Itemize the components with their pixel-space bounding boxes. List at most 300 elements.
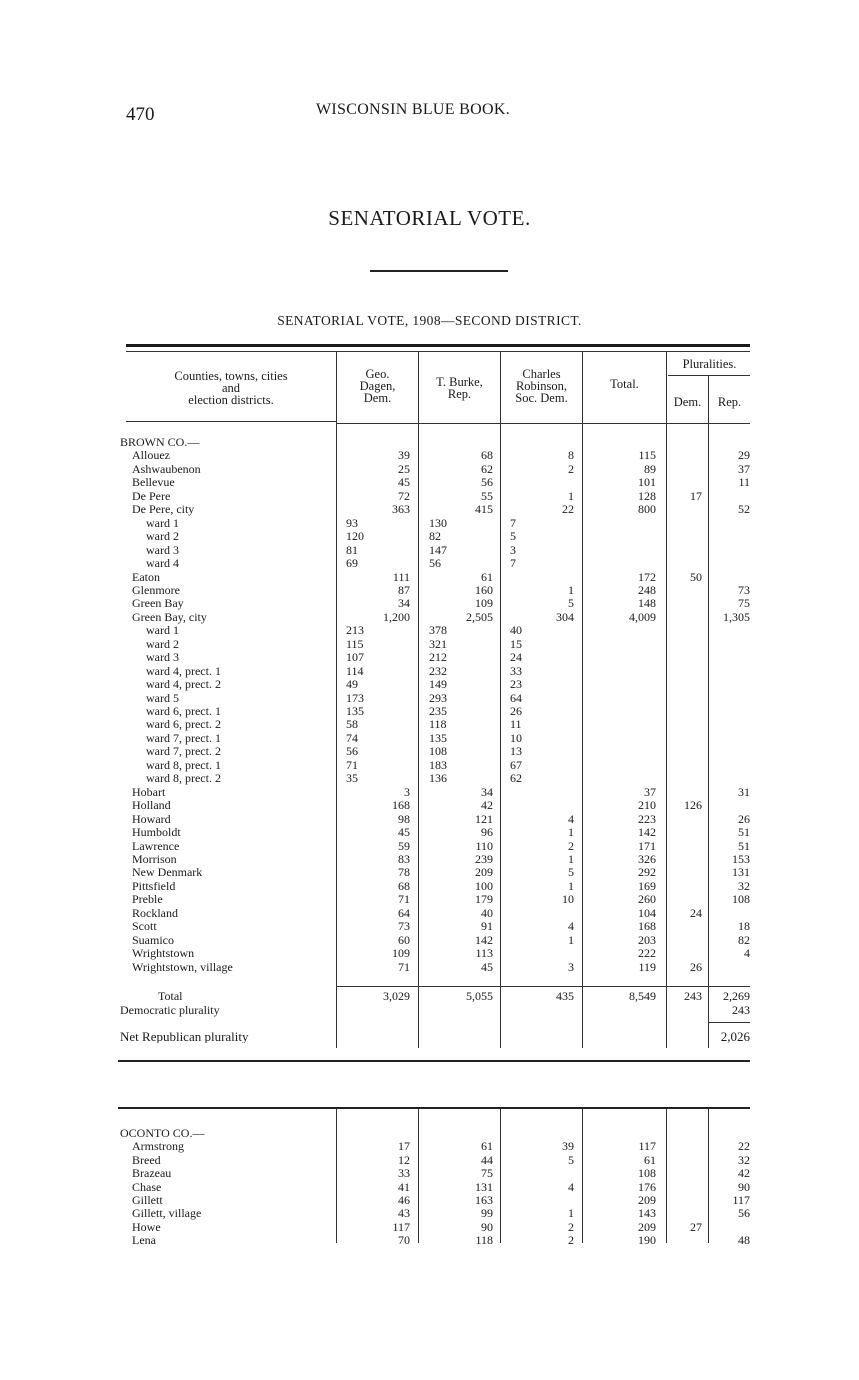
- plurality-dem-total: 243: [684, 989, 702, 1003]
- table-title: SENATORIAL VOTE, 1908—SECOND DISTRICT.: [277, 313, 582, 328]
- robinson-vote: 7: [510, 515, 516, 530]
- table-row: [0, 638, 859, 651]
- total-vote: 169: [638, 878, 656, 893]
- total-vote: 37: [644, 784, 656, 799]
- dagen-vote: 56: [346, 744, 358, 759]
- row-label: New Denmark: [132, 866, 203, 880]
- burke-vote: 45: [481, 959, 493, 974]
- plurality-rep: 90: [738, 1179, 750, 1194]
- dagen-vote: 98: [398, 811, 410, 826]
- table-row: [0, 517, 859, 530]
- plurality-dem: 17: [690, 488, 702, 503]
- dagen-vote: 114: [346, 663, 364, 678]
- row-label: ward 1: [146, 624, 179, 638]
- header-bottom-rule: [126, 421, 336, 422]
- table-row: [0, 463, 859, 476]
- burke-vote: 56: [429, 556, 441, 571]
- burke-vote: 212: [429, 650, 447, 665]
- row-label: Allouez: [132, 449, 170, 463]
- burke-vote: 235: [429, 704, 447, 718]
- table-row: [0, 947, 859, 960]
- burke-vote: 232: [429, 663, 447, 678]
- county-heading: [0, 436, 859, 449]
- table-row: [0, 1234, 859, 1247]
- row-label: Howe: [132, 1220, 161, 1234]
- burke-vote: 82: [429, 529, 441, 544]
- row-label: ward 5: [146, 691, 179, 705]
- row-label: ward 8, prect. 1: [146, 758, 221, 772]
- total-vote: 222: [638, 946, 656, 961]
- header-dagen: Geo. Dagen, Dem.: [359, 367, 396, 405]
- dagen-vote: 41: [398, 1179, 410, 1194]
- net-rep-value: 2,026: [720, 1029, 750, 1044]
- table-row: [0, 665, 859, 678]
- burke-vote: 56: [481, 475, 493, 490]
- row-label: Glenmore: [132, 583, 180, 597]
- row-label: ward 3: [146, 651, 179, 665]
- robinson-vote: 67: [510, 757, 522, 772]
- burke-vote: 99: [481, 1206, 493, 1221]
- dagen-vote: 72: [398, 488, 410, 503]
- burke-vote: 61: [481, 569, 493, 584]
- table-row: [0, 1194, 859, 1207]
- table-row: [0, 907, 859, 920]
- dagen-vote: 3: [404, 784, 410, 799]
- dagen-vote: 115: [346, 636, 364, 651]
- burke-vote: 108: [429, 744, 447, 759]
- table-row: [0, 571, 859, 584]
- row-label: ward 4, prect. 1: [146, 664, 221, 678]
- robinson-vote: 15: [510, 636, 522, 651]
- table-row: [0, 557, 859, 570]
- dagen-vote: 45: [398, 825, 410, 840]
- robinson-vote: 3: [510, 542, 516, 557]
- robinson-vote: 1: [568, 878, 574, 893]
- burke-vote: 163: [475, 1193, 493, 1207]
- dagen-vote: 83: [398, 851, 410, 866]
- burke-vote: 91: [481, 919, 493, 934]
- dagen-vote: 120: [346, 529, 364, 544]
- table-row: [0, 799, 859, 812]
- county-name: OCONTO CO.—: [120, 1127, 205, 1140]
- row-label: Green Bay: [132, 597, 184, 611]
- table-row: [0, 853, 859, 866]
- burke-vote: 147: [429, 542, 447, 557]
- dagen-vote: 117: [392, 1219, 410, 1234]
- total-vote: 142: [638, 825, 656, 840]
- robinson-vote: 2: [568, 1233, 574, 1248]
- burke-vote: 239: [475, 851, 493, 866]
- plurality-rep: 117: [732, 1193, 750, 1207]
- burke-vote: 293: [429, 690, 447, 705]
- total-vote: 115: [638, 448, 656, 463]
- burke-vote: 179: [475, 892, 493, 907]
- burke-vote: 109: [475, 596, 493, 611]
- robinson-vote: 62: [510, 771, 522, 786]
- total-vote: 292: [638, 865, 656, 880]
- robinson-vote: 1: [568, 825, 574, 840]
- pluralities-rule: [668, 375, 750, 376]
- plurality-rep: 26: [738, 811, 750, 826]
- burke-vote: 34: [481, 784, 493, 799]
- burke-vote: 130: [429, 515, 447, 530]
- burke-vote: 61: [481, 1139, 493, 1154]
- robinson-vote: 10: [562, 892, 574, 907]
- burke-vote: 118: [429, 717, 447, 732]
- row-label: Pittsfield: [132, 879, 176, 893]
- row-label: ward 8, prect. 2: [146, 772, 221, 786]
- row-label: Breed: [132, 1153, 161, 1167]
- plurality-rep: 82: [738, 932, 750, 947]
- robinson-vote: 4: [568, 1179, 574, 1194]
- row-label: Eaton: [132, 570, 160, 584]
- robinson-vote: 5: [510, 529, 516, 544]
- row-label: Wrightstown: [132, 947, 195, 961]
- total-vote: 248: [638, 582, 656, 597]
- row-label: ward 4: [146, 557, 179, 571]
- total-vote: 210: [638, 798, 656, 813]
- row-label: Hobart: [132, 785, 166, 799]
- dagen-vote: 363: [392, 502, 410, 517]
- row-label: Scott: [132, 920, 157, 934]
- democratic-plurality-row: [0, 1004, 859, 1017]
- row-label: Brazeau: [132, 1167, 172, 1181]
- plurality-dem: 50: [690, 569, 702, 584]
- plurality-rep: 51: [738, 825, 750, 840]
- dem-plurality-label: Democratic plurality: [120, 1004, 220, 1017]
- table-row: [0, 1181, 859, 1194]
- dagen-vote: 69: [346, 556, 358, 571]
- table-row: [0, 961, 859, 974]
- plurality-rep: 56: [738, 1206, 750, 1221]
- total-vote: 190: [638, 1233, 656, 1248]
- dagen-vote: 81: [346, 542, 358, 557]
- table-row: [0, 476, 859, 489]
- dagen-vote: 1,200: [383, 609, 410, 624]
- row-label: Gillett, village: [132, 1207, 202, 1221]
- robinson-vote: 1: [568, 932, 574, 947]
- dagen-vote: 17: [398, 1139, 410, 1154]
- table-row: [0, 786, 859, 799]
- net-rep-label: Net Republican plurality: [120, 1030, 249, 1044]
- table-row: [0, 544, 859, 557]
- county-name: BROWN CO.—: [120, 436, 200, 449]
- table-row: [0, 718, 859, 731]
- table-row: [0, 745, 859, 758]
- burke-vote: 131: [475, 1179, 493, 1194]
- table-row: [0, 678, 859, 691]
- dagen-vote: 107: [346, 650, 364, 665]
- table-row: [0, 611, 859, 624]
- plurality-rep: 32: [738, 878, 750, 893]
- row-label: Morrison: [132, 852, 177, 866]
- table-row: [0, 732, 859, 745]
- total-vote: 128: [638, 488, 656, 503]
- robinson-vote: 2: [568, 838, 574, 853]
- total-row: [0, 990, 859, 1003]
- total-vote: 61: [644, 1152, 656, 1167]
- burke-vote: 321: [429, 636, 447, 651]
- burke-vote: 110: [475, 838, 493, 853]
- plurality-rep: 48: [738, 1233, 750, 1248]
- header-robinson: Charles Robinson, Soc. Dem.: [515, 367, 568, 405]
- page-number: 470: [126, 104, 155, 125]
- row-label: Wrightstown, village: [132, 960, 233, 974]
- robinson-vote: 24: [510, 650, 522, 665]
- plurality-rep: 18: [738, 919, 750, 934]
- row-label: Ashwaubenon: [132, 462, 201, 476]
- dagen-vote: 59: [398, 838, 410, 853]
- plurality-rep: 4: [744, 946, 750, 961]
- row-label: ward 2: [146, 530, 179, 544]
- table-row: [0, 692, 859, 705]
- burke-total: 5,055: [466, 989, 493, 1003]
- robinson-vote: 1: [568, 1206, 574, 1221]
- row-label: Rockland: [132, 906, 178, 920]
- plurality-rep: 153: [732, 851, 750, 866]
- row-label: De Pere: [132, 489, 171, 503]
- robinson-vote: 33: [510, 663, 522, 678]
- dagen-vote: 49: [346, 677, 358, 692]
- row-label: ward 1: [146, 516, 179, 530]
- burke-vote: 136: [429, 771, 447, 786]
- dagen-vote: 70: [398, 1233, 410, 1248]
- row-label: Green Bay, city: [132, 610, 207, 624]
- table-row: [0, 1207, 859, 1220]
- total-vote: 176: [638, 1179, 656, 1194]
- burke-vote: 135: [429, 730, 447, 745]
- header-plur-dem: Dem.: [673, 395, 702, 409]
- dagen-vote: 71: [398, 892, 410, 907]
- title-rule: [370, 270, 508, 272]
- dagen-vote: 68: [398, 878, 410, 893]
- dagen-vote: 46: [398, 1193, 410, 1207]
- total-vote: 260: [638, 892, 656, 907]
- robinson-vote: 304: [556, 609, 574, 624]
- table-row: [0, 759, 859, 772]
- dagen-vote: 78: [398, 865, 410, 880]
- dagen-vote: 168: [392, 798, 410, 813]
- row-label: ward 3: [146, 543, 179, 557]
- total-vote: 148: [638, 596, 656, 611]
- plurality-dem: 126: [684, 798, 702, 813]
- burke-vote: 2,505: [466, 609, 493, 624]
- plurality-rep: 131: [732, 865, 750, 880]
- total-vote: 209: [638, 1193, 656, 1207]
- burke-vote: 40: [481, 905, 493, 920]
- row-label: Armstrong: [132, 1140, 184, 1154]
- table-row: [0, 920, 859, 933]
- robinson-vote: 1: [568, 582, 574, 597]
- burke-vote: 149: [429, 677, 447, 692]
- plurality-rep: 73: [738, 582, 750, 597]
- burke-vote: 209: [475, 865, 493, 880]
- row-label: Bellevue: [132, 476, 175, 490]
- county-heading: [0, 1127, 859, 1140]
- robinson-vote: 5: [568, 1152, 574, 1167]
- table-row: [0, 893, 859, 906]
- plurality-rule: [708, 1022, 750, 1023]
- total-vote: 800: [638, 502, 656, 517]
- plurality-dem: 24: [690, 905, 702, 920]
- robinson-vote: 4: [568, 919, 574, 934]
- total-label: Total: [158, 990, 183, 1003]
- header-plur-rep: Rep.: [717, 395, 742, 409]
- table-row: [0, 826, 859, 839]
- total-vote: 104: [638, 905, 656, 920]
- burke-vote: 96: [481, 825, 493, 840]
- table-row: [0, 880, 859, 893]
- robinson-vote: 3: [568, 959, 574, 974]
- header-bottom-rule-2: [337, 423, 750, 424]
- row-label: ward 4, prect. 2: [146, 678, 221, 692]
- row-label: Preble: [132, 893, 163, 907]
- table-row: [0, 449, 859, 462]
- row-label: Suamico: [132, 933, 174, 947]
- dagen-vote: 135: [346, 704, 364, 718]
- row-label: Chase: [132, 1180, 162, 1194]
- robinson-vote: 23: [510, 677, 522, 692]
- total-vote: 89: [644, 461, 656, 476]
- table-row: [0, 490, 859, 503]
- burke-vote: 113: [475, 946, 493, 961]
- robinson-vote: 2: [568, 1219, 574, 1234]
- header-label: Counties, towns, cities and election districts.: [174, 369, 288, 407]
- row-label: De Pere, city: [132, 503, 195, 517]
- table-row: [0, 840, 859, 853]
- row-label: ward 2: [146, 637, 179, 651]
- dagen-vote: 71: [346, 757, 358, 772]
- burke-vote: 160: [475, 582, 493, 597]
- table-row: [0, 584, 859, 597]
- dem-plurality-value: 243: [732, 1003, 750, 1017]
- plurality-rep: 29: [738, 448, 750, 463]
- table-row: [0, 651, 859, 664]
- burke-vote: 55: [481, 488, 493, 503]
- table-row: [0, 624, 859, 637]
- burke-vote: 415: [475, 502, 493, 517]
- row-label: ward 6, prect. 1: [146, 705, 221, 718]
- total-vote: 117: [638, 1139, 656, 1154]
- table-top-rule: [126, 344, 750, 347]
- total-vote: 171: [638, 838, 656, 853]
- robinson-vote: 1: [568, 851, 574, 866]
- table-top-rule-thin: [126, 351, 750, 352]
- dagen-vote: 71: [398, 959, 410, 974]
- section-title: SENATORIAL VOTE.: [328, 206, 531, 230]
- robinson-vote: 39: [562, 1139, 574, 1154]
- plurality-rep: 22: [738, 1139, 750, 1154]
- robinson-vote: 5: [568, 596, 574, 611]
- burke-vote: 44: [481, 1152, 493, 1167]
- table-row: [0, 1221, 859, 1234]
- burke-vote: 68: [481, 448, 493, 463]
- table-row: [0, 934, 859, 947]
- total-vote: 143: [638, 1206, 656, 1221]
- row-label: Lawrence: [132, 839, 180, 853]
- section-end-rule: [118, 1060, 750, 1062]
- header-burke: T. Burke, Rep.: [436, 375, 483, 401]
- row-label: Humboldt: [132, 826, 181, 840]
- dagen-total: 3,029: [383, 989, 410, 1003]
- robinson-vote: 11: [510, 717, 522, 732]
- table-row: [0, 597, 859, 610]
- burke-vote: 378: [429, 623, 447, 638]
- running-head: WISCONSIN BLUE BOOK.: [316, 101, 510, 118]
- plurality-rep: 51: [738, 838, 750, 853]
- row-label: ward 7, prect. 2: [146, 745, 221, 759]
- dagen-vote: 33: [398, 1166, 410, 1181]
- plurality-rep: 42: [738, 1166, 750, 1181]
- dagen-vote: 58: [346, 717, 358, 732]
- robinson-vote: 7: [510, 556, 516, 571]
- robinson-vote: 2: [568, 461, 574, 476]
- net-republican-row: [0, 1030, 859, 1043]
- row-label: Holland: [132, 799, 171, 813]
- robinson-vote: 64: [510, 690, 522, 705]
- burke-vote: 121: [475, 811, 493, 826]
- robinson-vote: 22: [562, 502, 574, 517]
- plurality-rep: 75: [738, 596, 750, 611]
- dagen-vote: 64: [398, 905, 410, 920]
- table-row: [0, 1167, 859, 1180]
- dagen-vote: 35: [346, 771, 358, 786]
- header-pluralities: Pluralities.: [682, 357, 737, 371]
- plurality-dem: 27: [690, 1219, 702, 1234]
- robinson-vote: 1: [568, 488, 574, 503]
- dagen-vote: 43: [398, 1206, 410, 1221]
- total-vote: 172: [638, 569, 656, 584]
- table-row: [0, 813, 859, 826]
- oconto-top-rule: [118, 1107, 750, 1109]
- table-row: [0, 772, 859, 785]
- dagen-vote: 109: [392, 946, 410, 961]
- table-row: [0, 503, 859, 516]
- burke-vote: 75: [481, 1166, 493, 1181]
- total-vote: 209: [638, 1219, 656, 1234]
- robinson-vote: 5: [568, 865, 574, 880]
- plurality-rep: 32: [738, 1152, 750, 1167]
- plurality-rep: 52: [738, 502, 750, 517]
- total-vote: 326: [638, 851, 656, 866]
- dagen-vote: 60: [398, 932, 410, 947]
- burke-vote: 62: [481, 461, 493, 476]
- burke-vote: 90: [481, 1219, 493, 1234]
- dagen-vote: 34: [398, 596, 410, 611]
- dagen-vote: 12: [398, 1152, 410, 1167]
- dagen-vote: 73: [398, 919, 410, 934]
- dagen-vote: 173: [346, 690, 364, 705]
- dagen-vote: 45: [398, 475, 410, 490]
- table-row: [0, 705, 859, 718]
- plurality-dem: 26: [690, 959, 702, 974]
- robinson-vote: 13: [510, 744, 522, 759]
- total-vote: 119: [638, 959, 656, 974]
- burke-vote: 100: [475, 878, 493, 893]
- dagen-vote: 74: [346, 730, 358, 745]
- table-row: [0, 1154, 859, 1167]
- plurality-rep-total: 2,269: [723, 989, 750, 1003]
- robinson-vote: 40: [510, 623, 522, 638]
- dagen-vote: 39: [398, 448, 410, 463]
- header-total: Total.: [610, 377, 639, 391]
- table-row: [0, 866, 859, 879]
- table-row: [0, 530, 859, 543]
- dagen-vote: 213: [346, 623, 364, 638]
- row-label: Gillett: [132, 1194, 163, 1207]
- total-vote: 108: [638, 1166, 656, 1181]
- plurality-rep: 37: [738, 461, 750, 476]
